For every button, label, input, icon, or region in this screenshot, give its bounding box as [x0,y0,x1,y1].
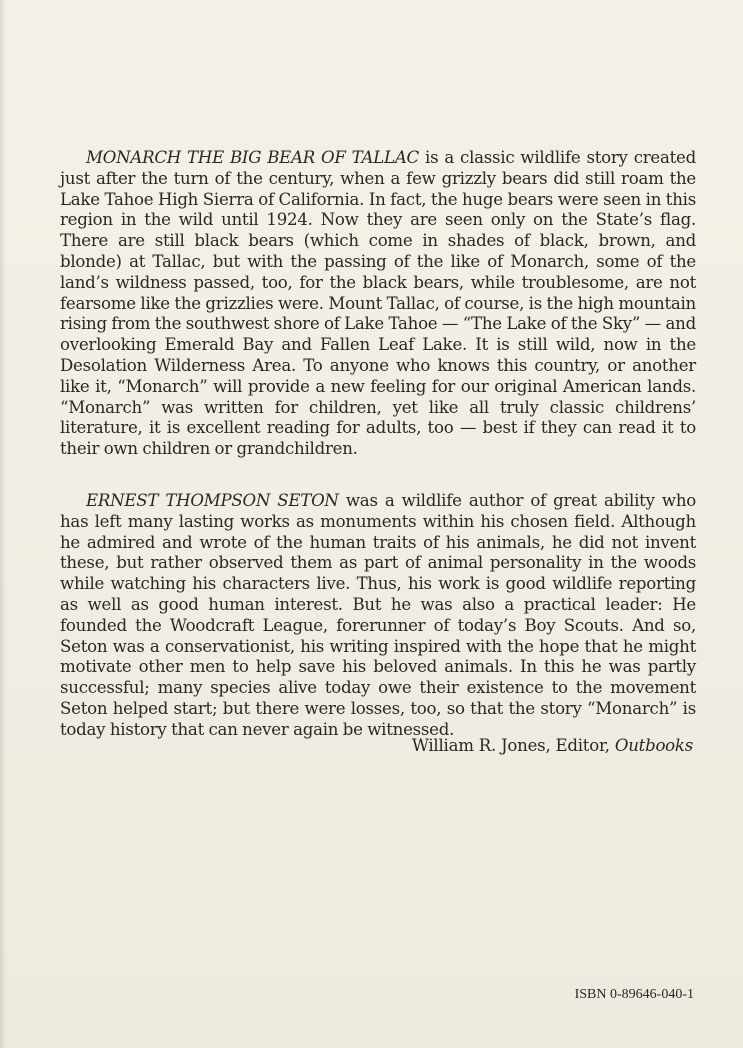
description-body: is a classic wildlife story created just after the turn of the century, when a few grizzly bears did still roam the Lake Tahoe High Sierra of California. In fact, the huge bears were seen in this region in the wild until 1924. Now they are seen only on the State’s flag. There are still black bears (which come in shades of black, brown, and blonde) at Tallac, but with the passing of the like of Monarch, some of the land’s wildness passed, too, for the black bears, while troublesome, are not fearsome like the grizzlies were. Mount Tallac, of course, is the high mountain rising from the southwest shore of Lake Tahoe — “The Lake of the Sky” — and overlooking Emerald Bay and Fallen Leaf Lake. It is still wild, now in the Desolation Wilderness Area. To anyone who knows this country, or another like it, “Monarch” will provide a new feeling for our original American lands. “Monarch” was written for children, yet like all truly classic childrens’ literature, it is excellent reading for adults, too — best if they can read it to their own children or grandchildren. [60,148,696,459]
author-bio-paragraph [60,491,696,741]
author-name: ERNEST THOMPSON SETON [86,491,339,510]
bio-body: was a wildlife author of great ability who has left many lasting works as monuments within his chosen field. Although he admired and wrote of the human traits of his animals, he did not invent these, but rather observed them as part of animal personality in the woods while watching his characters live. Thus, his work is good wildlife reporting as well as good human interest. But he was also a practical leader: He founded the Woodcraft League, forerunner of today’s Boy Scouts. And so, Seton was a conservationist, his writing inspired with the hope that he might motivate other men to help save his beloved animals. In this he was partly successful; many species alive today owe their existence to the movement Seton helped start; but there were losses, too, so that the story “Monarch” is today history that can never again be witnessed. [60,491,696,739]
editor-name: William R. Jones, Editor, [411,736,615,755]
isbn-number: ISBN 0-89646-040-1 [574,987,694,1002]
bio-text [60,491,696,741]
page-edge-shadow [0,0,6,1048]
book-description-paragraph [60,148,696,460]
publication-name: Outbooks [614,736,693,755]
description-text [60,148,696,460]
editor-signature [60,735,693,756]
book-title: MONARCH THE BIG BEAR OF TALLAC [86,148,420,167]
